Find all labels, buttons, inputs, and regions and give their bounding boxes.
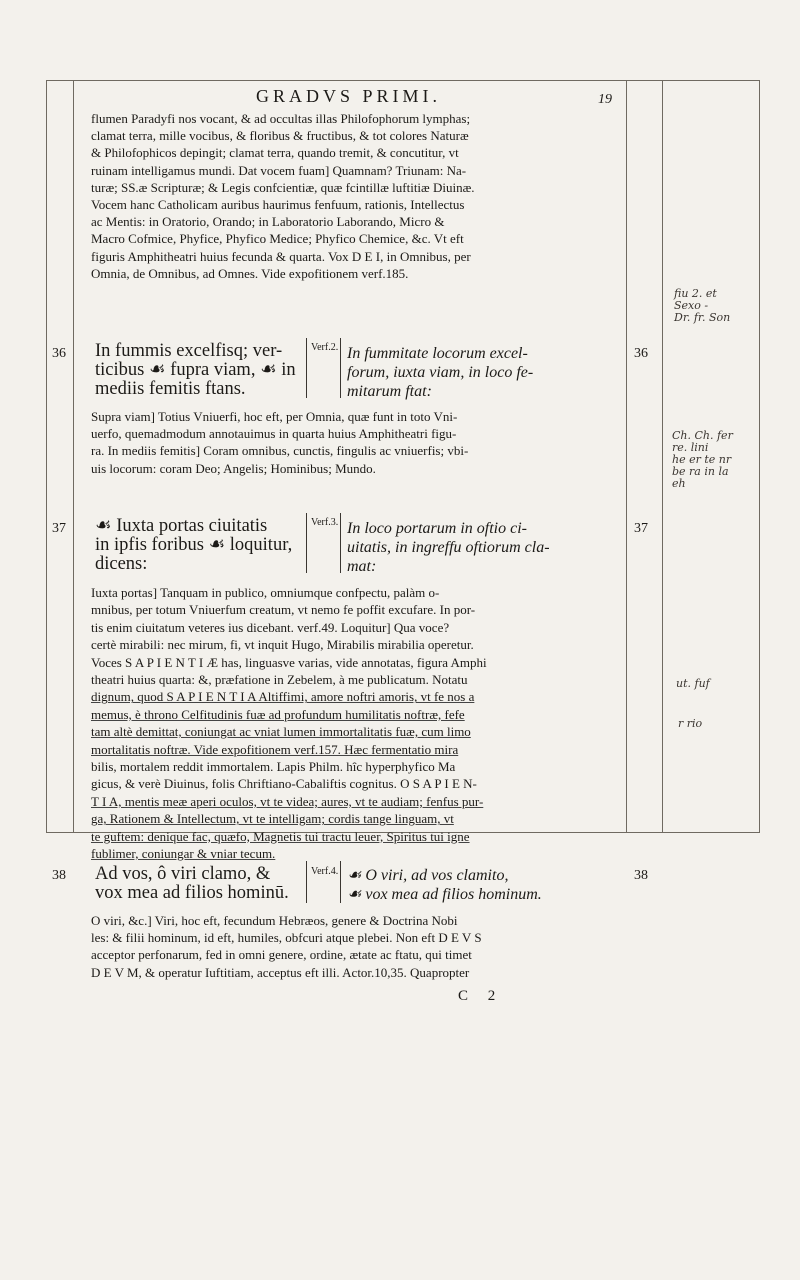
text-line: fublimer, coniungar & vniar tecum. xyxy=(91,846,276,862)
verse-divider xyxy=(306,861,307,903)
text-line: Iuxta portas] Tanquam in publico, omniumque confpectu, palàm o- xyxy=(91,585,440,600)
text-line: D E V M, & operatur Iuftitiam, acceptus eft illi. Actor.10,35. Quapropter xyxy=(91,964,470,980)
text-line: clamat terra, mille vocibus, & floribus & fructibus, & tot colores Naturæ xyxy=(91,128,469,144)
verse-line: in ipfis foribus ☙ loquitur, xyxy=(95,535,293,555)
marginal-note-a: fiu 2. et Sexo - Dr. fr. Son xyxy=(674,287,731,324)
text-line: Voces S A P I E N T I Æ has, linguasve varias, vide annotatas, figura Amphi xyxy=(91,654,487,670)
running-header xyxy=(232,86,612,110)
verse-line: mitarum ftat: xyxy=(347,383,432,400)
verse-number-right-36: 36 xyxy=(634,346,648,361)
verse-line: uitatis, in ingreffu oftiorum cla- xyxy=(347,539,550,556)
margin-rule-left-outer xyxy=(46,80,47,832)
text-line: ra. In mediis femitis] Coram omnibus, cunctis, fingulis ac vniuerfis; vbi- xyxy=(91,443,469,459)
verse-line: dicens: xyxy=(95,554,148,574)
verse-line: ☙ O viri, ad vos clamito, xyxy=(347,867,509,884)
text-line: dignum, quod S A P I E N T I A Altiffimi, amore noftri amoris, vt fe nos a xyxy=(91,689,475,705)
verse-divider xyxy=(340,861,341,903)
verse-line: ☙ Iuxta portas ciuitatis xyxy=(95,516,268,536)
text-line: uerfo, quemadmodum annotauimus in quarta huius Amphitheatri figu- xyxy=(91,426,457,442)
text-line: ga, Rationem & Intellectum, vt te intelligam; cordis tange linguam, vt xyxy=(91,811,454,827)
text-line: acceptor perfonarum, fed in omni genere, ordine, ætate ac ftatu, qui timet xyxy=(91,947,472,963)
text-line: mortalitatis noftræ. Vide expofitionem verf.157. Hæc fermentatio mira xyxy=(91,741,459,757)
verse-line: Ad vos, ô viri clamo, & xyxy=(95,864,271,884)
verse-ref-38: Verf.4. xyxy=(311,866,339,877)
text-line: ruinam intelligamus mundi. Dat vocem fuam] Quamnam? Triunam: Na- xyxy=(91,162,467,178)
text-line: bilis, mortalem reddit immortalem. Lapis Philm. hîc hyperphyfico Ma xyxy=(91,759,456,775)
text-line: figuris Amphitheatri huius fecunda & quarta. Vox D E I, in Omnibus, per xyxy=(91,248,471,264)
verse-ref-36: Verf.2. xyxy=(311,342,339,353)
paragraph-4 xyxy=(91,912,610,981)
text-line: memus, è throno Celfitudinis fuæ ad profundum humilitatis noftræ, fefe xyxy=(91,706,465,722)
verse-divider xyxy=(306,513,307,573)
text-line: certè mirabili: nec mirum, fi, vt inquit Hugo, Mirabilis mirabilia operetur. xyxy=(91,637,474,653)
top-rule xyxy=(46,80,760,81)
verse-line: ticibus ☙ fupra viam, ☙ in xyxy=(95,360,296,380)
text-line: mnibus, per totum Vniuerfum creatum, vt nemo fe poffit excufare. In por- xyxy=(91,602,476,618)
marginal-note-c: ut. fuf xyxy=(676,677,710,690)
verse-36-translation xyxy=(347,344,533,401)
verse-line: In loco portarum in oftio ci- xyxy=(347,520,527,537)
text-line: gicus, & verè Diuinus, folis Chriftiano-Cabaliftis cognitus. O S A P I E N- xyxy=(91,776,477,792)
verse-line: mediis femitis ftans. xyxy=(95,379,246,399)
verse-number-right-38: 38 xyxy=(634,868,648,883)
text-line: & Philofophicos depingit; clamat terra, quando tremit, & concutitur, vt xyxy=(91,145,459,161)
verse-line: In fummitate locorum excel- xyxy=(347,345,528,362)
verse-line: vox mea ad filios hominū. xyxy=(95,883,289,903)
text-line: flumen Paradyfi nos vocant, & ad occultas illas Philofophorum lymphas; xyxy=(91,111,471,126)
verse-divider xyxy=(340,338,341,398)
verse-number-right-37: 37 xyxy=(634,521,648,536)
verse-38-latin xyxy=(95,865,289,903)
verse-37-latin xyxy=(95,517,292,574)
text-line: O viri, &c.] Viri, hoc eft, fecundum Hebræos, genere & Doctrina Nobi xyxy=(91,913,458,928)
verse-ref-37: Verf.3. xyxy=(311,517,339,528)
text-line: tis enim ciuitatum veteres ius dicebant. verf.49. Loquitur] Qua voce? xyxy=(91,619,450,635)
text-line: Omnia, de Omnibus, ad Omnes. Vide expofitionem verf.185. xyxy=(91,265,409,281)
verse-divider xyxy=(306,338,307,398)
verse-line: mat: xyxy=(347,558,377,575)
margin-rule-right-inner xyxy=(626,80,627,832)
verse-line: In fummis excelfisq; ver- xyxy=(95,341,283,361)
marginal-note-b: Ch. Ch. fer re. lini he er te nr be ra in la eh xyxy=(672,429,733,490)
verse-number-left-37: 37 xyxy=(52,521,66,536)
text-line: uis locorum: coram Deo; Angelis; Hominibus; Mundo. xyxy=(91,460,376,476)
margin-rule-right-outer xyxy=(759,80,760,832)
paragraph-2 xyxy=(91,408,610,477)
verse-number-left-36: 36 xyxy=(52,346,66,361)
text-line: tam altè demittat, coniungat ac vniat lumen immortalitatis fuæ, cum limo xyxy=(91,724,471,740)
verse-line: ☙ vox mea ad filios hominum. xyxy=(347,886,542,903)
text-line: ac Mentis: in Oratorio, Orando; in Laboratorio Laborando, Micro & xyxy=(91,214,445,230)
paragraph-1 xyxy=(91,110,610,282)
margin-rule-right-mid xyxy=(662,80,663,832)
margin-rule-left-inner xyxy=(73,80,74,832)
signature-mark: C 2 xyxy=(458,988,504,1004)
marginal-note-d: r rio xyxy=(678,717,703,730)
verse-divider xyxy=(340,513,341,573)
text-line: turæ; SS.æ Scripturæ; & Legis confcientiæ, quæ fcintillæ luftitiæ Diuinæ. xyxy=(91,179,475,195)
page-number: 19 xyxy=(598,92,612,107)
verse-37-translation xyxy=(347,519,550,576)
text-line: Supra viam] Totius Vniuerfi, hoc eft, per Omnia, quæ funt in toto Vni- xyxy=(91,409,458,424)
verse-36-latin xyxy=(95,342,296,399)
paragraph-3 xyxy=(91,584,610,863)
verse-line: forum, iuxta viam, in loco fe- xyxy=(347,364,534,381)
text-line: te guftem: denique fac, quæfo, Magnetis tui tractu leuer, Spiritus tui igne xyxy=(91,828,470,844)
verse-38-translation xyxy=(347,866,542,904)
verse-number-left-38: 38 xyxy=(52,868,66,883)
text-line: theatri huius quarta: &, præfatione in Zebelem, à me publicatum. Notatu xyxy=(91,672,468,688)
text-line: les: & filii hominum, id eft, humiles, obfcuri atque plebei. Non eft D E V S xyxy=(91,930,482,946)
text-line: T I A, mentis meæ aperi oculos, vt te videa; aures, vt te audiam; fenfus pur- xyxy=(91,793,484,809)
text-line: Vocem hanc Catholicam auribus haurimus fenfuum, rationis, Intellectus xyxy=(91,197,465,213)
running-title: GRADVS PRIMI. xyxy=(256,86,442,106)
text-line: Macro Cofmice, Phyfice, Phyfico Medice; Phyfico Chemice, &c. Vt eft xyxy=(91,231,464,247)
